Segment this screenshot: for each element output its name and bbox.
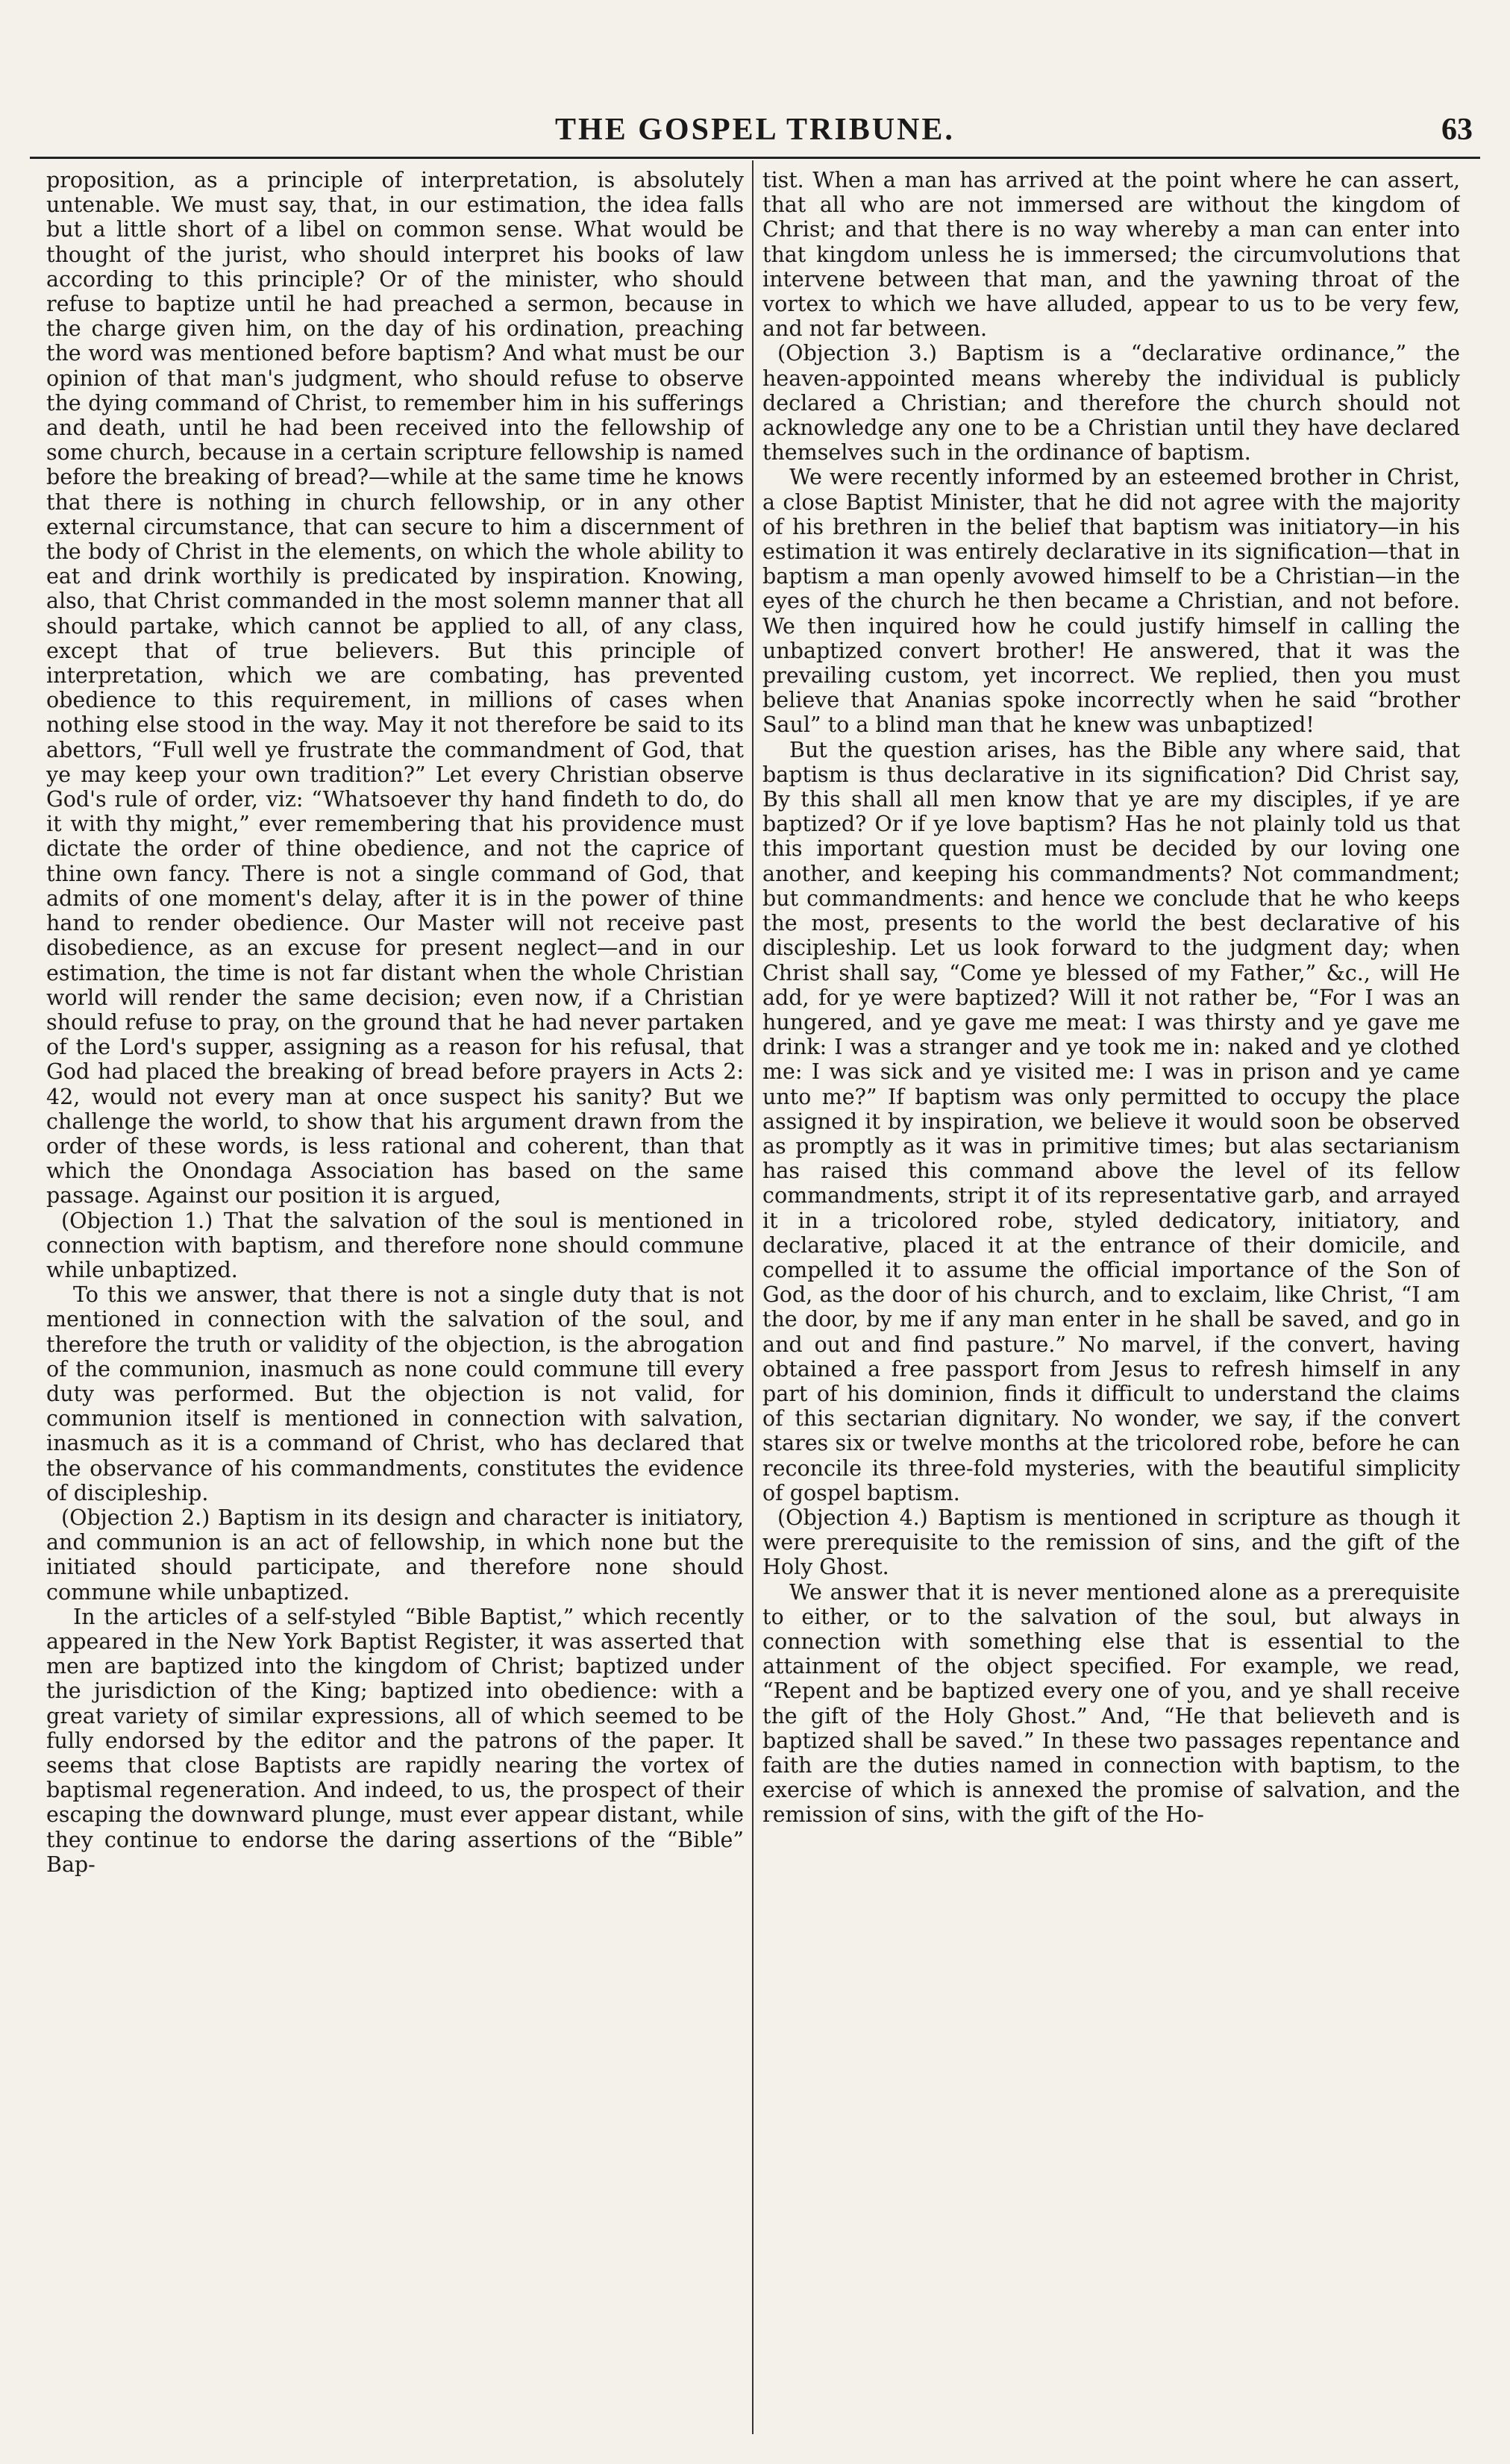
page-header: [30, 112, 1480, 157]
page-number: 63: [1441, 113, 1473, 147]
right-column: [762, 168, 1460, 2434]
objection-1: (Objection 1.) That the salvation of the soul is mentioned in connection with baptism, and therefore none should commune while unbaptized.: [46, 1208, 744, 1282]
paragraph: We answer that it is never mentioned alone as a prerequisite to either, or to the salvation of the soul, but always in connection with something else that is essential to the attainment of the object specified. For example, we read, “Repent and be baptized every one of you, and ye shall receive the gift of the Holy Ghost.” And, “He that believeth and is baptized shall be saved.” In these two passages repentance and faith are the duties named in connection with baptism, to the exercise of which is annexed the promise of salvation, and the remission of sins, with the gift of the Ho-: [762, 1579, 1460, 1828]
column-divider: [752, 160, 754, 2434]
objection-4: (Objection 4.) Baptism is mentioned in scripture as though it were prerequisite to the remission of sins, and the gift of the Holy Ghost.: [762, 1505, 1460, 1580]
paragraph: To this we answer, that there is not a single duty that is not mentioned in connection with the salvation of the soul, and therefore the truth or validity of the objection, is the abrogation of the communion, inasmuch as none could commune till every duty was performed. But the objection is not valid, for communion itself is mentioned in connection with salvation, inasmuch as it is a command of Christ, who has declared that the observance of his commandments, constitutes the evidence of discipleship.: [46, 1282, 744, 1505]
header-rule: [30, 157, 1480, 159]
page-title: THE GOSPEL TRIBUNE.: [555, 113, 955, 147]
left-column: [46, 168, 744, 2434]
paragraph: But the question arises, has the Bible any where said, that baptism is thus declarative in its signification? Did Christ say, By this shall all men know that ye are my disciples, if ye are baptized? Or if ye love baptism? Has he not plainly told us that this important question must be decided by our loving one another, and keeping his commandments? Not commandment; but commandments: and hence we conclude that he who keeps the most, presents to the world the best declarative of his discipleship. Let us look forward to the judgment day; when Christ shall say, “Come ye blessed of my Father,” &c., will He add, for ye were baptized? Will it not rather be, “For I was an hungered, and ye gave me meat: I was thirsty and ye gave me drink: I was a stranger and ye took me in: naked and ye clothed me: I was sick and ye visited me: I was in prison and ye came unto me?” If baptism was only permitted to occupy the place assigned it by inspiration, we believe it would soon be observed as promptly as it was in primitive times; but alas sectarianism has raised this command above the level of its fellow commandments, stript it of its representative garb, and arrayed it in a tricolored robe, styled dedicatory, initiatory, and declarative, placed it at the entrance of their domicile, and compelled it to assume the official importance of the Son of God, as the door of his church, and to exclaim, like Christ, “I am the door, by me if any man enter in he shall be saved, and go in and out and find pasture.” No marvel, if the convert, having obtained a free passport from Jesus to refresh himself in any part of his dominion, finds it difficult to understand the claims of this sectarian dignitary. No wonder, we say, if the convert stares six or twelve months at the tricolored robe, before he can reconcile its three-fold mysteries, with the beautiful simplicity of gospel baptism.: [762, 737, 1460, 1505]
paragraph: tist. When a man has arrived at the point where he can assert, that all who are not immersed are without the kingdom of Christ; and that there is no way whereby a man can enter into that kingdom unless he is immersed; the circumvolutions that intervene between that man, and the yawning throat of the vortex to which we have alluded, appear to us to be very few, and not far between.: [762, 168, 1460, 342]
objection-2: (Objection 2.) Baptism in its design and character is initiatory, and communion is an act of fellowship, in which none but the initiated should participate, and therefore none should commune while unbaptized.: [46, 1505, 744, 1605]
paragraph: proposition, as a principle of interpretation, is absolutely untenable. We must say, that, in our estimation, the idea falls but a little short of a libel on common sense. What would be thought of the jurist, who should interpret his books of law according to this principle? Or of the minister, who should refuse to baptize until he had preached a sermon, because in the charge given him, on the day of his ordination, preaching the word was mentioned before baptism? And what must be our opinion of that man's judgment, who should refuse to observe the dying command of Christ, to remember him in his sufferings and death, until he had been received into the fellowship of some church, because in a certain scripture fellowship is named before the breaking of bread?—while at the same time he knows that there is nothing in church fellowship, or in any other external circumstance, that can secure to him a discernment of the body of Christ in the elements, on which the whole ability to eat and drink worthily is predicated by inspiration. Knowing, also, that Christ commanded in the most solemn manner that all should partake, which cannot be applied to all, of any class, except that of true believers. But this principle of interpretation, which we are combating, has prevented obedience to this requirement, in millions of cases when nothing else stood in the way. May it not therefore be said to its abettors, “Full well ye frustrate the commandment of God, that ye may keep your own tradition?” Let every Christian observe God's rule of order, viz: “Whatsoever thy hand findeth to do, do it with thy might,” ever remembering that his providence must dictate the order of thine obedience, and not the caprice of thine own fancy. There is not a single command of God, that admits of one moment's delay, after it is in the power of thine hand to render obedience. Our Master will not receive past disobedience, as an excuse for present neglect—and in our estimation, the time is not far distant when the whole Christian world will render the same decision; even now, if a Christian should refuse to pray, on the ground that he had never partaken of the Lord's supper, assigning as a reason for his refusal, that God had placed the breaking of bread before prayers in Acts 2: 42, would not every man at once suspect his sanity? But we challenge the world, to show that his argument drawn from the order of these words, is less rational and coherent, than that which the Onondaga Association has based on the same passage. Against our position it is argued,: [46, 168, 744, 1209]
paragraph: In the articles of a self-styled “Bible Baptist,” which recently appeared in the New York Baptist Register, it was asserted that men are baptized into the kingdom of Christ; baptized under the jurisdiction of the King; baptized into obedience: with a great variety of similar expressions, all of which seemed to be fully endorsed by the editor and the patrons of the paper. It seems that close Baptists are rapidly nearing the vortex of baptismal regeneration. And indeed, to us, the prospect of their escaping the downward plunge, must ever appear distant, while they continue to endorse the daring assertions of the “Bible” Bap-: [46, 1604, 744, 1877]
paragraph: We were recently informed by an esteemed brother in Christ, a close Baptist Minister, that he did not agree with the majority of his brethren in the belief that baptism was initiatory—in his estimation it was entirely declarative in its signification—that in baptism a man openly avowed himself to be a Christian—in the eyes of the church he then became a Christian, and not before. We then inquired how he could justify himself in calling the unbaptized convert brother! He answered, that it was the prevailing custom, yet incorrect. We replied, then you must believe that Ananias spoke incorrectly when he said “brother Saul” to a blind man that he knew was unbaptized!: [762, 465, 1460, 738]
objection-3: (Objection 3.) Baptism is a “declarative ordinance,” the heaven-appointed means whereby the individual is publicly declared a Christian; and therefore the church should not acknowledge any one to be a Christian until they have declared themselves such in the ordinance of baptism.: [762, 341, 1460, 465]
